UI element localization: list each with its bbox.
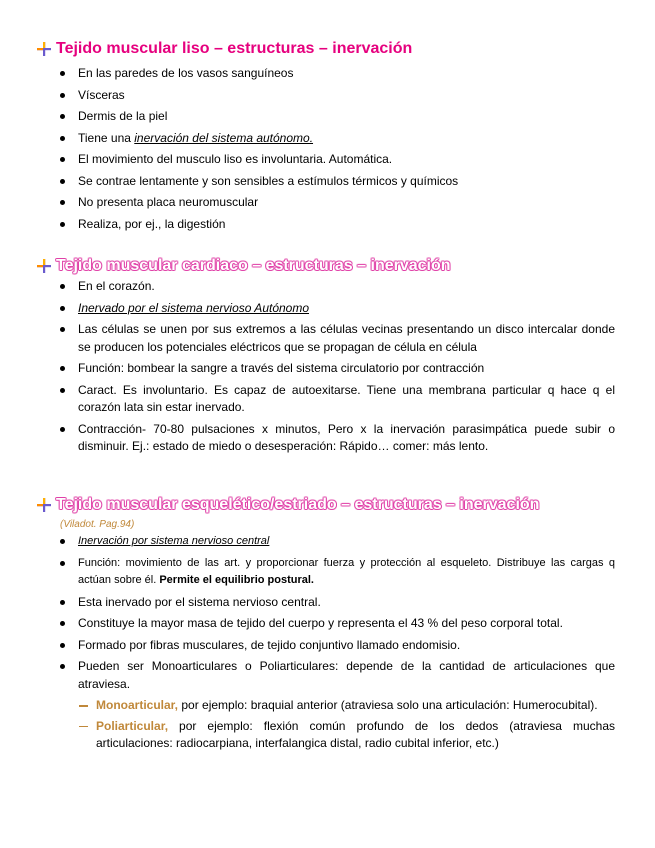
list-item: Dermis de la piel: [0, 106, 655, 128]
dash-icon: [79, 726, 88, 728]
list-item: [0, 300, 655, 318]
list-item: Realiza, por ej., la digestión: [0, 214, 655, 236]
list-item: Vísceras: [0, 85, 655, 107]
list-item: Función: bombear la sangre a través del sistema circulatorio por contracción: [0, 360, 655, 378]
section-cardiac-muscle: [0, 255, 655, 460]
bullet-icon: [60, 114, 65, 119]
section-heading: [0, 494, 655, 516]
bullet-list: [0, 63, 655, 235]
bullet-icon: [60, 284, 65, 289]
bullet-icon: [60, 561, 65, 566]
list-item: Se contrae lentamente y son sensibles a estímulos térmicos y químicos: [0, 171, 655, 193]
bullet-icon: [60, 664, 65, 669]
section-heading: [0, 255, 655, 277]
list-item: Constituye la mayor masa de tejido del cuerpo y representa el 43 % del peso corporal total.: [0, 615, 655, 633]
bullet-list: [0, 533, 655, 693]
bullet-icon: [60, 71, 65, 76]
bullet-icon: [60, 539, 65, 544]
bullet-icon: [60, 93, 65, 98]
underlined-reference: inervación del sistema autónomo.: [134, 130, 314, 145]
list-item: Pueden ser Monoarticulares o Poliarticulares: depende de la cantidad de articulaciones que atraviesa.: [0, 658, 655, 693]
section-smooth-muscle: [0, 38, 655, 235]
citation-note: (Viladot. Pag.94): [60, 519, 135, 530]
underlined-reference: Inervación por sistema nervioso central: [78, 535, 270, 547]
list-item: Caract. Es involuntario. Es capaz de autoexitarse. Tiene una membrana particular q hace q el corazón lata sin estar inervado.: [0, 382, 655, 417]
underlined-reference: Inervado por el sistema nervioso Autónomo: [78, 300, 310, 315]
sub-list-item: Monoarticular, por ejemplo: braquial anterior (atraviesa solo una articulación: Humerocubital).: [0, 697, 655, 715]
bullet-icon: [60, 222, 65, 227]
section-heading-text: Tejido muscular esquelético/estriado – estructuras – inervación: [56, 496, 540, 513]
pushpin-icon: [36, 497, 52, 513]
pushpin-icon: [36, 258, 52, 274]
list-item: Tiene una inervación del sistema autónomo.: [0, 128, 655, 150]
list-item: Las células se unen por sus extremos a las células vecinas presentando un disco intercalar donde se producen los potenciales eléctricos que se propagan de célula en célula: [0, 321, 655, 356]
bullet-icon: [60, 200, 65, 205]
sub-list: [0, 697, 655, 753]
section-heading-text: Tejido muscular cardiaco – estructuras – inervación: [56, 257, 451, 274]
list-item: Esta inervado por el sistema nervioso central.: [0, 594, 655, 612]
bullet-icon: [60, 179, 65, 184]
sub-list-item: Poliarticular, por ejemplo: flexión común profundo de los dedos (atraviesa muchas articulaciones: radiocarpiana, interfalangica distal, radio cubital inferior, etc.): [0, 718, 655, 753]
list-item: El movimiento del musculo liso es involuntaria. Automática.: [0, 149, 655, 171]
section-skeletal-muscle: [0, 494, 655, 756]
list-item: Formado por fibras musculares, de tejido conjuntivo llamado endomisio.: [0, 637, 655, 655]
bullet-icon: [60, 643, 65, 648]
bullet-icon: [60, 366, 65, 371]
bullet-icon: [60, 157, 65, 162]
list-item: En las paredes de los vasos sanguíneos: [0, 63, 655, 85]
bullet-list: [0, 278, 655, 456]
bullet-icon: [60, 306, 65, 311]
section-heading: [0, 38, 655, 60]
section-heading-text: Tejido muscular liso – estructuras – inervación: [56, 40, 413, 57]
bullet-icon: [60, 136, 65, 141]
list-item: No presenta placa neuromuscular: [0, 192, 655, 214]
list-item: Contracción- 70-80 pulsaciones x minutos, Pero x la inervación parasimpática puede subir o disminuir. Ej.: estado de miedo o desesperación: Rápido… comer: más lento.: [0, 421, 655, 456]
bullet-icon: [60, 388, 65, 393]
bullet-icon: [60, 327, 65, 332]
pushpin-icon: [36, 41, 52, 57]
list-item: Función: movimiento de las art. y proporcionar fuerza y protección al esqueleto. Distribuye las cargas q actúan sobre él. Permite el equilibrio postural.: [0, 555, 655, 590]
bullet-icon: [60, 621, 65, 626]
bullet-icon: [60, 600, 65, 605]
list-item: [0, 533, 655, 551]
bullet-icon: [60, 427, 65, 432]
list-item: En el corazón.: [0, 278, 655, 296]
dash-icon: [79, 705, 88, 707]
